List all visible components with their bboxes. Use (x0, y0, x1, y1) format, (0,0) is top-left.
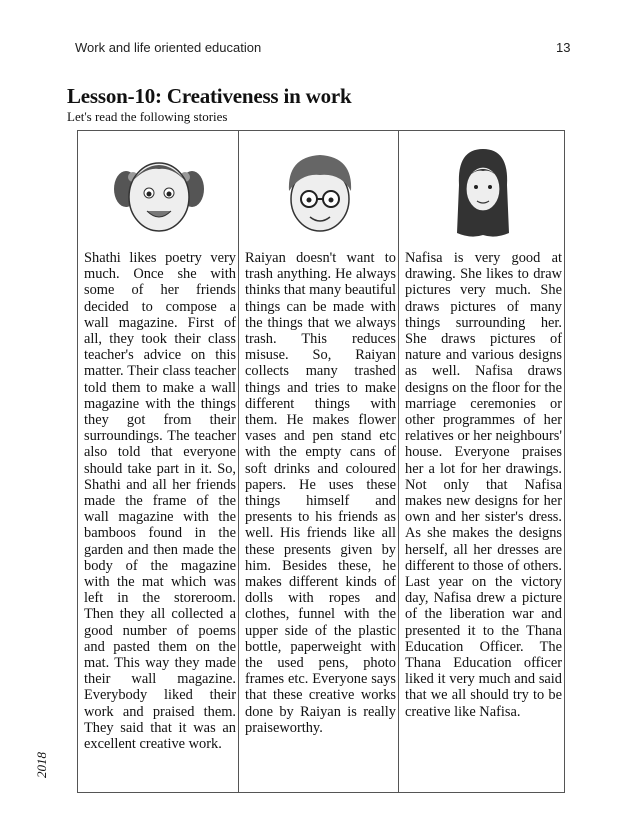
story-column-shathi (78, 131, 238, 792)
story-column-raiyan (238, 131, 398, 792)
story-text-nafisa: Nafisa is very good at drawing. She likes to draw pictures very much. She draws pictures of many things surrounding her. She draws pictures of nature and various designs as well. Nafisa draws designs on the floor for the marriage ceremonies or other programmes of her relatives or her neighbours' house. Everyone praises her a lot for her drawings. Not only that Nafisa makes new designs for her own and her sister's dress. As she makes the designs herself, all her dresses are different to those of others. Last year on the victory day, Nafisa drew a picture of the liberation war and presented it to the Thana Education Officer. The Thana Education officer liked it very much and said that we all should try to be creative like Nafisa. (405, 250, 562, 720)
boy-with-glasses-icon (277, 149, 363, 241)
lesson-title: Lesson-10: Creativeness in work (67, 84, 352, 108)
header-section-title: Work and life oriented education (75, 40, 262, 55)
story-text-shathi: Shathi likes poetry very much. Once she with some of her friends decided to compose a wall magazine. First of all, they took their class teacher's advice on this matter. Their class teacher told them to make a wall magazine with the things they got from their surroundings. The teacher also told that everyone should take part in it. So, Shathi and all her friends made the frame of the wall magazine with the bamboos found in the garden and then made the body of the magazine with the mat which was left in the storeroom. Then they all collected a good number of poems and pasted them on the mat. This way they made their wall magazine. Everybody liked their work and praised them. They said that it was an excellent creative work. (84, 250, 236, 753)
story-column-nafisa (398, 131, 564, 792)
girl-with-long-hair-icon (451, 145, 515, 241)
lesson-subtitle: Let's read the following stories (67, 109, 228, 124)
girl-with-pigtails-icon (114, 145, 204, 243)
story-text-raiyan: Raiyan doesn't want to trash anything. He always thinks that many beautiful things can be made with the things that we always trash. This reduces misuse. So, Raiyan collects many trashed things and tries to make different things with them. He makes flower vases and pen stand etc with the empty cans of soft drinks and coloured papers. He uses these things himself and presents to his friends as well. His friends like all these presents given by him. Besides these, he makes different kinds of dolls with ropes and clothes, funnel with the upper side of the plastic bottle, paperweight with the used pens, photo frames etc. Everyone says that these creative works done by Raiyan is really praiseworthy. (245, 250, 396, 736)
page-number: 13 (556, 40, 571, 55)
year-side-label: 2018 (34, 752, 49, 778)
stories-table (77, 130, 565, 793)
